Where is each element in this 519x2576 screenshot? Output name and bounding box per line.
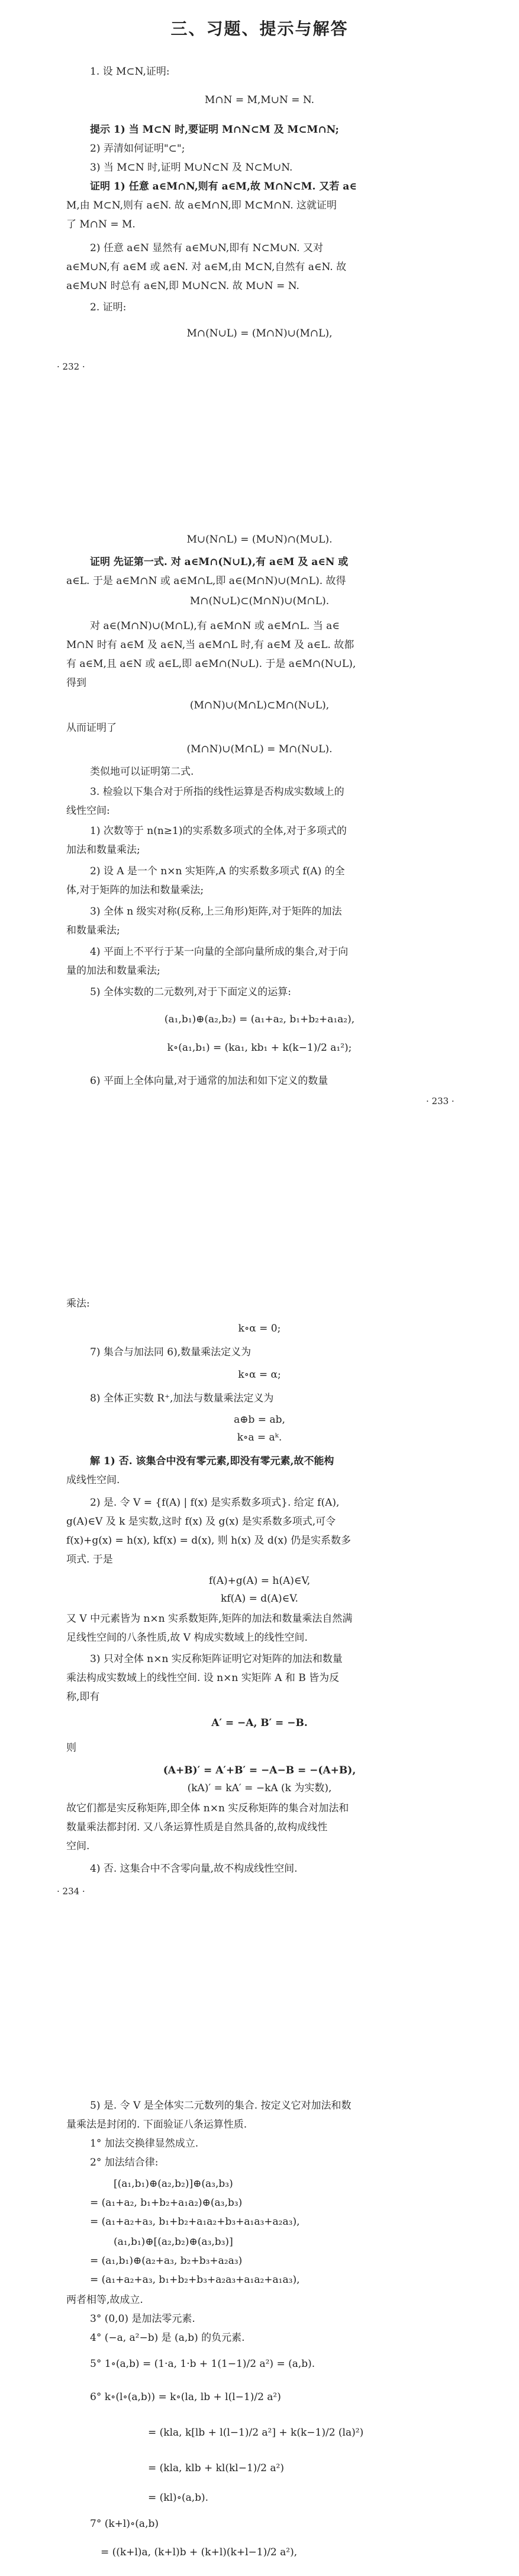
text-line: 2. 证明: — [90, 301, 127, 313]
formula-line: = ((k+l)a, (k+l)b + (k+l)(k+l−1)/2 a²), — [101, 2546, 298, 2558]
text-line: 了 M∩N = M. — [66, 219, 136, 230]
formula-line: = (kla, klb + kl(kl−1)/2 a²) — [148, 2462, 284, 2474]
text-line: 2) 是. 令 V = {f(A) | f(x) 是实系数多项式}. 给定 f(A), — [90, 1497, 340, 1509]
formula-line: k∘α = 0; — [238, 1323, 281, 1334]
page-232 — [0, 0, 519, 403]
formula-line: (A+B)′ = A′+B′ = −A−B = −(A+B), — [163, 1765, 356, 1776]
formula-line: k∘(a₁,b₁) = (ka₁, kb₁ + k(k−1)/2 a₁²); — [167, 1042, 352, 1054]
formula-line: [(a₁,b₁)⊕(a₂,b₂)]⊕(a₃,b₃) — [114, 2178, 233, 2190]
text-line: a∈M∪N 时总有 a∈N,即 M∪N⊂N. 故 M∪N = N. — [66, 280, 299, 292]
text-line: 3° (0,0) 是加法零元素. — [90, 2313, 195, 2325]
page-number: · 232 · — [57, 361, 85, 372]
formula-line: M∪(N∩L) = (M∪N)∩(M∪L). — [186, 534, 333, 546]
formula-line: = (a₁+a₂, b₁+b₂+a₁a₂)⊕(a₃,b₃) — [90, 2197, 243, 2209]
text-line: 8) 全体正实数 R⁺,加法与数量乘法定义为 — [90, 1393, 274, 1404]
text-line: 故它们都是实反称矩阵,即全体 n×n 实反称矩阵的集合对加法和 — [66, 1802, 349, 1814]
text-line: 3) 当 M⊂N 时,证明 M∪N⊂N 及 N⊂M∪N. — [90, 162, 293, 174]
text-line: 从而证明了 — [66, 722, 117, 734]
text-line: 空间. — [66, 1840, 90, 1852]
page-number: · 234 · — [57, 1886, 85, 1897]
text-line: 线性空间: — [66, 805, 110, 817]
text-line: g(A)∈V 及 k 是实数,这时 f(x) 及 g(x) 是实系数多项式,可令 — [66, 1516, 336, 1528]
text-line: 两者相等,故成立. — [66, 2294, 143, 2306]
formula-line: kf(A) = d(A)∈V. — [221, 1593, 298, 1605]
formula-line: (a₁,b₁)⊕(a₂,b₂) = (a₁+a₂, b₁+b₂+a₁a₂), — [164, 1013, 355, 1025]
page-number: · 233 · — [426, 1096, 454, 1106]
text-line: a∈L. 于是 a∈M∩N 或 a∈M∩L,即 a∈(M∩N)∪(M∩L). 故得 — [66, 575, 346, 587]
text-line: 1° 加法交换律显然成立. — [90, 2138, 199, 2150]
page-235 — [0, 2073, 519, 2576]
formula-line: M∩(N∪L) = (M∩N)∪(M∩L), — [186, 328, 333, 339]
text-line: 2) 弄清如何证明"⊂"; — [90, 143, 185, 155]
formula-line: = (a₁+a₂+a₃, b₁+b₂+a₁a₂+b₃+a₁a₃+a₂a₃), — [90, 2216, 300, 2228]
formula-line: (kA)′ = kA′ = −kA (k 为实数), — [187, 1782, 332, 1794]
text-line: 数量乘法都封闭. 又八条运算性质是自然具备的,故构成线性 — [66, 1821, 328, 1833]
formula-line: 5° 1∘(a,b) = (1·a, 1·b + 1(1−1)/2 a²) = (a,b). — [90, 2358, 315, 2370]
text-line: 提示 1) 当 M⊂N 时,要证明 M∩N⊂M 及 M⊂M∩N; — [90, 124, 339, 136]
text-line: 6) 平面上全体向量,对于通常的加法和如下定义的数量 — [90, 1075, 328, 1087]
text-line: 又 V 中元素皆为 n×n 实系数矩阵,矩阵的加法和数量乘法自然满 — [66, 1613, 353, 1625]
text-line: 量的加法和数量乘法; — [66, 965, 160, 977]
text-line: 和数量乘法; — [66, 925, 120, 936]
formula-line: = (a₁+a₂+a₃, b₁+b₂+b₃+a₂a₃+a₁a₂+a₁a₃), — [90, 2274, 300, 2286]
formula-line: = (kla, k[lb + l(l−1)/2 a²] + k(k−1)/2 (la)²) — [148, 2427, 364, 2439]
text-line: 有 a∈M,且 a∈N 或 a∈L,即 a∈M∩(N∪L). 于是 a∈M∩(N∪L), — [66, 658, 356, 670]
formula-line: k∘α = α; — [238, 1369, 281, 1381]
formula-line: a⊕b = ab, — [234, 1414, 285, 1426]
section-title: 三、习题、提示与解答 — [170, 19, 349, 39]
formula-line: 7° (k+l)∘(a,b) — [90, 2518, 159, 2530]
text-line: 证明 1) 任意 a∈M∩N,则有 a∈M,故 M∩N⊂M. 又若 a∈ — [90, 181, 357, 193]
text-line: 2° 加法结合律: — [90, 2157, 159, 2168]
text-line: 2) 任意 a∈N 显然有 a∈M∪N,即有 N⊂M∪N. 又对 — [90, 242, 323, 254]
text-line: 2) 设 A 是一个 n×n 实矩阵,A 的实系数多项式 f(A) 的全 — [90, 865, 345, 877]
text-line: 乘法: — [66, 1298, 90, 1310]
text-line: M,由 M⊂N,则有 a∈N. 故 a∈M∩N,即 M⊂M∩N. 这就证明 — [66, 200, 337, 211]
text-line: 5) 是. 令 V 是全体实二元数列的集合. 按定义它对加法和数 — [90, 2100, 352, 2112]
text-line: 项式. 于是 — [66, 1554, 113, 1566]
text-line: f(x)+g(x) = h(x), kf(x) = d(x), 则 h(x) 及 d(x) 仍是实系数多 — [66, 1535, 351, 1547]
formula-line: = (a₁,b₁)⊕(a₂+a₃, b₂+b₃+a₂a₃) — [90, 2255, 243, 2267]
page-234 — [0, 1279, 519, 1961]
formula-line: = (kl)∘(a,b). — [148, 2492, 209, 2504]
text-line: 成线性空间. — [66, 1474, 120, 1486]
formula-line: k∘a = aᵏ. — [237, 1432, 282, 1443]
text-line: 加法和数量乘法; — [66, 844, 140, 856]
text-line: 足线性空间的八条性质,故 V 构成实数域上的线性空间. — [66, 1632, 308, 1644]
text-line: 量乘法是封闭的. 下面验证八条运算性质. — [66, 2119, 247, 2131]
formula-line: M∩(N∪L)⊂(M∩N)∪(M∩L). — [189, 595, 330, 607]
formula-line: M∩N = M,M∪N = N. — [204, 94, 315, 106]
text-line: 4) 平面上不平行于某一向量的全部向量所成的集合,对于向 — [90, 946, 349, 958]
text-line: 体,对于矩阵的加法和数量乘法; — [66, 884, 204, 896]
text-line: 4) 否. 这集合中不含零向量,故不构成线性空间. — [90, 1863, 298, 1875]
text-line: 对 a∈(M∩N)∪(M∩L),有 a∈M∩N 或 a∈M∩L. 当 a∈ — [90, 620, 340, 632]
formula-line: 6° k∘(l∘(a,b)) = k∘(la, lb + l(l−1)/2 a²) — [90, 2391, 281, 2403]
text-line: 3) 全体 n 级实对称(反称,上三角形)矩阵,对于矩阵的加法 — [90, 906, 342, 918]
text-line: 1. 设 M⊂N,证明: — [90, 66, 170, 78]
text-line: 3) 只对全体 n×n 实反称矩阵证明它对矩阵的加法和数量 — [90, 1653, 343, 1665]
text-line: 得到 — [66, 677, 86, 689]
text-line: M∩N 时有 a∈M 及 a∈N,当 a∈M∩L 时,有 a∈M 及 a∈L. 故都 — [66, 639, 354, 651]
text-line: 乘法构成实数域上的线性空间. 设 n×n 实矩阵 A 和 B 皆为反 — [66, 1672, 340, 1684]
formula-line: f(A)+g(A) = h(A)∈V, — [208, 1575, 311, 1587]
text-line: 证明 先证第一式. 对 a∈M∩(N∪L),有 a∈M 及 a∈N 或 — [90, 556, 349, 568]
text-line: 5) 全体实数的二元数列,对于下面定义的运算: — [90, 986, 291, 998]
formula-line: A′ = −A, B′ = −B. — [211, 1717, 308, 1729]
formula-line: (M∩N)∪(M∩L)⊂M∩(N∪L), — [189, 700, 330, 711]
text-line: 7) 集合与加法同 6),数量乘法定义为 — [90, 1346, 252, 1358]
text-line: 1) 次数等于 n(n≥1)的实系数多项式的全体,对于多项式的 — [90, 825, 347, 837]
text-line: a∈M∪N,有 a∈M 或 a∈N. 对 a∈M,由 M⊂N,自然有 a∈N. 故 — [66, 261, 347, 273]
text-line: 解 1) 否. 该集合中没有零元素,即没有零元素,故不能构 — [90, 1455, 334, 1467]
formula-line: (M∩N)∪(M∩L) = M∩(N∪L). — [186, 743, 333, 755]
text-line: 则 — [66, 1742, 76, 1754]
text-line: 3. 检验以下集合对于所指的线性运算是否构成实数域上的 — [90, 786, 344, 798]
text-line: 称,即有 — [66, 1691, 100, 1703]
text-line: 类似地可以证明第二式. — [90, 766, 194, 778]
text-line: 4° (−a, a²−b) 是 (a,b) 的负元素. — [90, 2332, 245, 2344]
formula-line: (a₁,b₁)⊕[(a₂,b₂)⊕(a₃,b₃)] — [114, 2236, 233, 2248]
page-233 — [0, 515, 519, 1161]
